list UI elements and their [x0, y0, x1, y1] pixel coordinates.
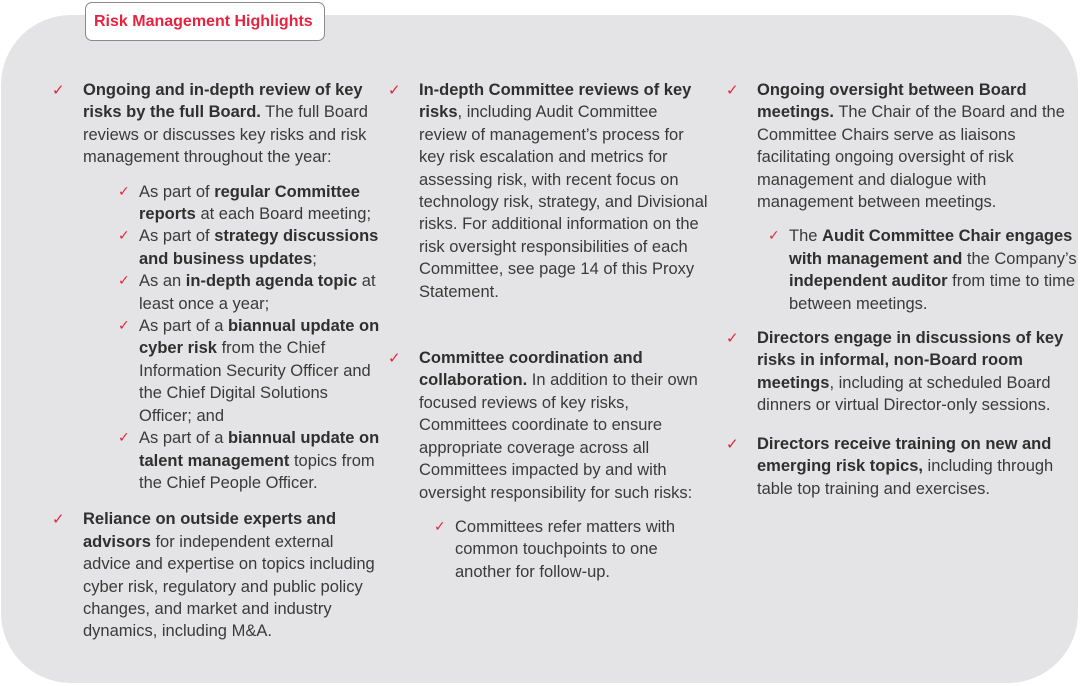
- highlight-item: ✓ In-depth Committee reviews of key risks, including Audit Committee review of management’s process for key risk escalation and metrics for assessing risk, with recent focus on technology risk, strategy, and Divisional risks. For additional information on the risk oversight responsibilities of each Committee, see page 14 of this Proxy Statement.: [388, 81, 708, 301]
- sub-item: ✓ The Audit Committee Chair engages with management and the Company’s independent auditor from time to time between meetings.: [768, 227, 1077, 313]
- check-mark-icon: ✓: [434, 518, 446, 535]
- check-mark-icon: ✓: [388, 81, 401, 99]
- highlight-item: ✓ Directors receive training on new and emerging risk topics, including through table top training and exercises.: [726, 434, 1054, 498]
- check-mark-icon: ✓: [726, 81, 739, 99]
- highlight-item: ✓ Ongoing oversight between Board meetings. The Chair of the Board and the Committee Chairs serve as liaisons facilitating ongoing oversight of risk management and dialogue with management between meetings.: [726, 81, 1065, 212]
- check-mark-icon: ✓: [118, 318, 130, 335]
- column-1: [52, 79, 382, 643]
- highlight-item: ✓ Directors engage in discussions of key risks in informal, non-Board room meetings, including at scheduled Board dinners or virtual Director-only sessions.: [726, 329, 1064, 415]
- check-mark-icon: ✓: [52, 81, 65, 99]
- sub-list: [52, 181, 382, 495]
- check-mark-icon: ✓: [726, 329, 739, 348]
- check-mark-icon: ✓: [118, 430, 130, 447]
- check-mark-icon: ✓: [388, 349, 401, 368]
- sub-item: ✓ As part of a biannual update on cyber risk from the Chief Information Security Officer and the Chief Digital Solutions Officer; and: [118, 317, 380, 425]
- check-mark-icon: ✓: [118, 228, 130, 245]
- section-title: Risk Management Highlights: [85, 2, 325, 41]
- column-3: [726, 79, 1077, 500]
- check-mark-icon: ✓: [118, 183, 130, 200]
- highlight-item: ✓ Reliance on outside experts and advisors for independent external advice and expertise on topics including cyber risk, regulatory and public policy changes, and market and industry dynamics, including M&A.: [52, 510, 375, 641]
- column-2: [388, 79, 708, 583]
- check-mark-icon: ✓: [768, 228, 780, 245]
- sub-item: ✓ As part of strategy discussions and business updates;: [118, 227, 379, 268]
- sub-item: ✓ Committees refer matters with common touchpoints to one another for follow-up.: [434, 517, 676, 581]
- check-mark-icon: ✓: [726, 434, 739, 453]
- sub-item: ✓ As an in-depth agenda topic at least once a year;: [118, 272, 376, 313]
- highlight-item: ✓ Committee coordination and collaboration. In addition to their own focused reviews of key risks, Committees coordinate to ensure appropriate coverage across all Committees impacted by and with oversight responsibility for such risks:: [388, 349, 698, 502]
- check-mark-icon: ✓: [118, 273, 130, 290]
- sub-item: ✓ As part of a biannual update on talent management topics from the Chief People Officer.: [118, 429, 380, 492]
- check-mark-icon: ✓: [52, 510, 65, 529]
- highlight-item: ✓ Ongoing and in-depth review of key risks by the full Board. The full Board reviews or discusses key risks and risk management throughout the year:: [52, 81, 368, 167]
- sub-item: ✓ As part of regular Committee reports at each Board meeting;: [118, 182, 372, 224]
